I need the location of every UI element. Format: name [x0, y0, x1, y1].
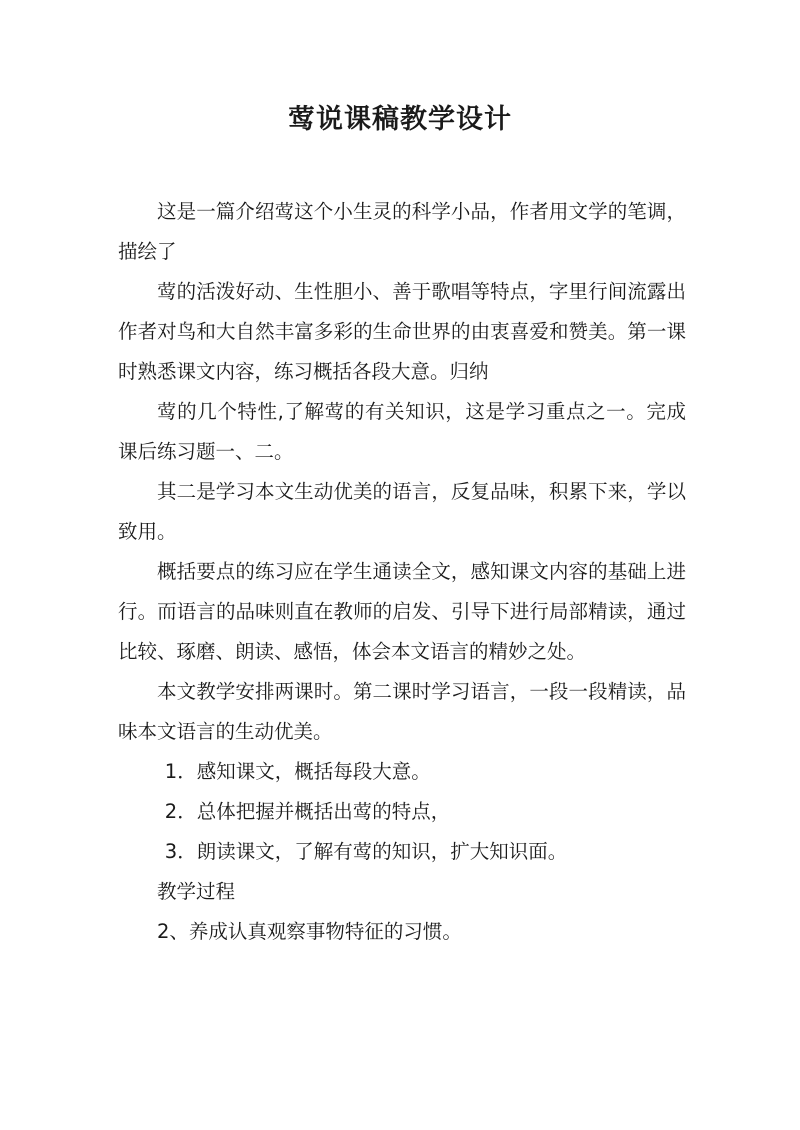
list-item: 3．朗读课文，了解有莺的知识，扩大知识面。 [164, 840, 568, 863]
paragraph-intro: 这是一篇介绍莺这个小生灵的科学小品，作者用文学的笔调，描绘了 [118, 200, 686, 263]
list-item: 1．感知课文，概括每段大意。 [164, 760, 431, 783]
paragraph-method: 概括要点的练习应在学生通读全文，感知课文内容的基础上进行。而语言的品味则直在教师的启发、引导下进行局部精读，通过比较、琢磨、朗读、感悟，体会本文语言的精妙之处。 [118, 560, 686, 663]
document-body [118, 192, 686, 952]
paragraph-language: 其二是学习本文生动优美的语言，反复品味，积累下来，学以致用。 [118, 480, 686, 543]
paragraph-key-points: 莺的几个特性,了解莺的有关知识，这是学习重点之一。完成课后练习题一、二。 [118, 400, 686, 463]
paragraph-features: 莺的活泼好动、生性胆小、善于歌唱等特点，字里行间流露出作者对鸟和大自然丰富多彩的生命世界的由衷喜爱和赞美。第一课时熟悉课文内容，练习概括各段大意。归纳 [118, 280, 686, 383]
document-title: 莺说课稿教学设计 [288, 104, 512, 135]
section-heading: 教学过程 [157, 880, 236, 903]
list-item-habit: 2、养成认真观察事物特征的习惯。 [157, 920, 462, 943]
paragraph-schedule: 本文教学安排两课时。第二课时学习语言，一段一段精读，品味本文语言的生动优美。 [118, 680, 686, 743]
list-item: 2．总体把握并概括出莺的特点， [164, 800, 451, 823]
